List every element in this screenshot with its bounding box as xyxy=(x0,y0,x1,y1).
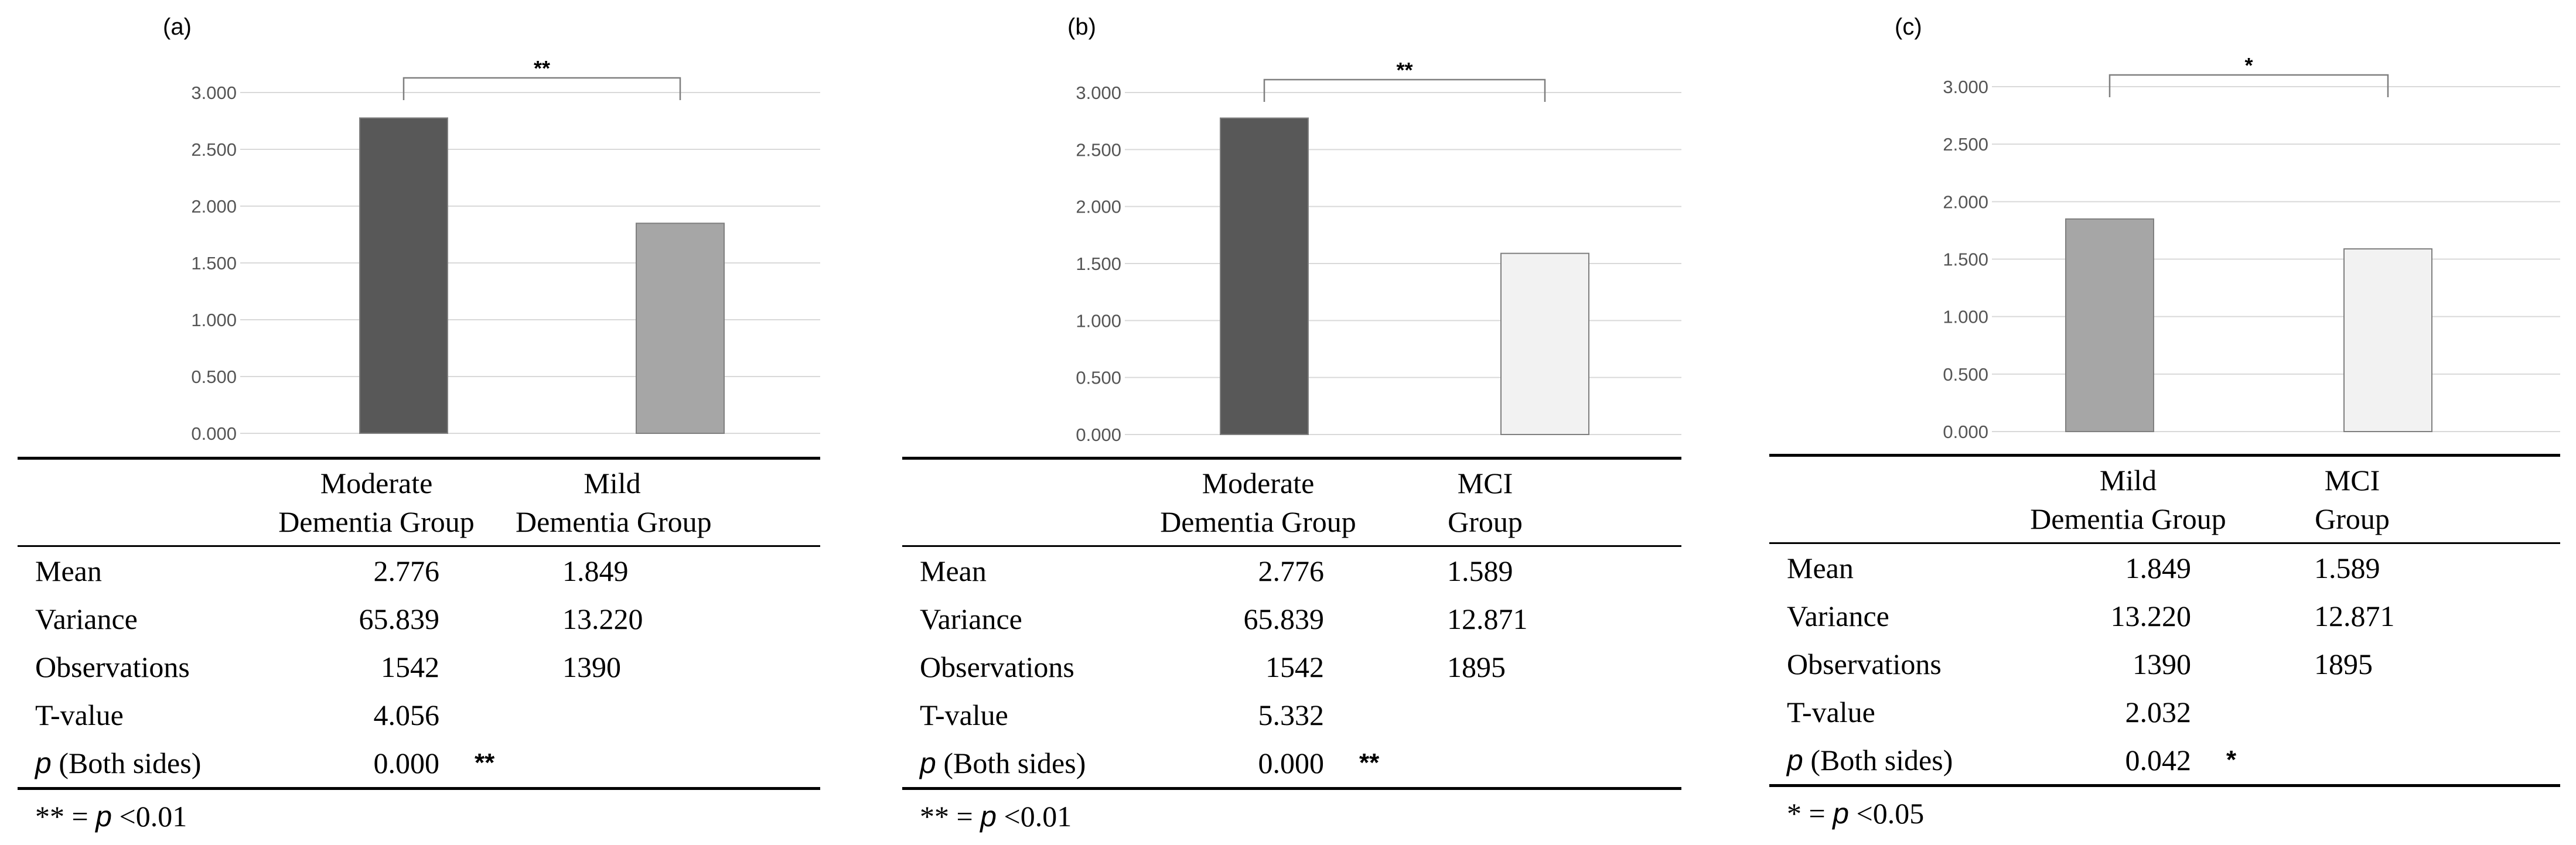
footnote-p: p xyxy=(980,800,997,833)
table-row xyxy=(1769,592,2560,640)
stats-table xyxy=(1769,454,2560,787)
table-row xyxy=(902,691,1681,739)
footnote-threshold: <0.05 xyxy=(1849,797,1925,830)
row-label: Observations xyxy=(35,651,190,683)
row-label: Variance xyxy=(920,603,1022,635)
table-row-p-value xyxy=(1769,736,2560,786)
header-line: Group xyxy=(1448,505,1523,538)
y-tick-label: 3.000 xyxy=(191,83,237,103)
y-tick-label: 2.000 xyxy=(1943,191,1988,213)
value-group-1: 2.776 xyxy=(373,555,439,587)
value-group-2: 1.589 xyxy=(1447,555,1513,587)
footnote-prefix: ** = xyxy=(35,800,96,833)
y-tick-label: 3.000 xyxy=(1076,83,1121,103)
table-row-p-value xyxy=(902,739,1681,789)
table-row xyxy=(18,691,820,739)
value-group-2 xyxy=(1359,691,1681,739)
p-label-rest: (Both sides) xyxy=(51,747,202,779)
table-row xyxy=(18,595,820,643)
header-line: Mild xyxy=(584,467,641,500)
table-header-row xyxy=(902,459,1681,546)
y-tick-label: 2.000 xyxy=(1076,196,1121,217)
value-group-1: 1542 xyxy=(1265,651,1324,683)
value-group-2: 1390 xyxy=(562,651,621,683)
footnote xyxy=(920,799,1072,833)
p-significance-mark: ** xyxy=(475,748,495,777)
table-header-row xyxy=(1769,456,2560,543)
p-symbol: p xyxy=(35,747,52,779)
value-group-2: 13.220 xyxy=(562,603,643,635)
header-blank xyxy=(18,459,278,546)
header-group-2 xyxy=(1359,459,1681,546)
panel-label: (c) xyxy=(1895,14,1922,40)
row-label: Variance xyxy=(1787,600,1889,632)
footnote xyxy=(1787,796,1924,830)
table-row xyxy=(1769,640,2560,688)
y-tick-label: 1.000 xyxy=(1943,306,1988,327)
y-tick-label: 3.000 xyxy=(1943,77,1988,97)
table-row xyxy=(1769,543,2560,593)
y-tick-label: 1.500 xyxy=(1076,254,1121,274)
table-row xyxy=(902,643,1681,691)
value-group-1: 4.056 xyxy=(373,699,439,731)
value-group-1: 65.839 xyxy=(359,603,439,635)
y-tick-label: 0.000 xyxy=(191,423,237,444)
y-tick-label: 2.500 xyxy=(1076,139,1121,160)
value-group-2 xyxy=(475,691,820,739)
y-tick-label: 0.500 xyxy=(1076,367,1121,388)
stats-table xyxy=(902,457,1681,790)
p-value: 0.000 xyxy=(1258,747,1324,779)
table-header-row xyxy=(18,459,820,546)
header-line: Moderate xyxy=(1202,467,1315,500)
table-row xyxy=(1769,688,2560,736)
y-tick-label: 0.500 xyxy=(1943,364,1988,385)
row-label xyxy=(1769,736,2030,786)
bar-group-2 xyxy=(2344,249,2432,432)
bar-group-1 xyxy=(2066,219,2154,432)
p-symbol: p xyxy=(920,747,936,779)
p-significance-mark: * xyxy=(2226,745,2237,774)
header-line: Dementia Group xyxy=(1160,505,1356,538)
value-group-1: 65.839 xyxy=(1243,603,1324,635)
table-row xyxy=(902,595,1681,643)
p-value: 0.042 xyxy=(2125,744,2191,776)
p-label-rest: (Both sides) xyxy=(1803,744,1953,776)
value-group-1: 2.032 xyxy=(2125,696,2191,728)
significance-marker: ** xyxy=(533,56,551,80)
y-tick-label: 1.000 xyxy=(191,310,237,330)
row-label: T-value xyxy=(35,699,124,731)
y-tick-label: 2.500 xyxy=(1943,134,1988,155)
y-tick-label: 1.000 xyxy=(1076,310,1121,331)
value-group-1: 1390 xyxy=(2133,648,2191,680)
header-line: Dementia Group xyxy=(2030,502,2226,535)
y-tick-label: 1.500 xyxy=(1943,249,1988,270)
header-group-1 xyxy=(278,459,475,546)
value-group-2: 1895 xyxy=(2314,648,2373,680)
header-group-2 xyxy=(475,459,820,546)
header-blank xyxy=(1769,456,2030,543)
header-blank xyxy=(902,459,1157,546)
p-value: 0.000 xyxy=(373,747,439,779)
value-group-1: 5.332 xyxy=(1258,699,1324,731)
value-group-2: 12.871 xyxy=(1447,603,1528,635)
header-group-1 xyxy=(2030,456,2226,543)
y-tick-label: 2.000 xyxy=(191,196,237,217)
value-group-2: 1.589 xyxy=(2314,552,2380,584)
header-line: Dementia Group xyxy=(278,505,475,538)
y-tick-label: 0.000 xyxy=(1943,422,1988,442)
p-significance-mark: ** xyxy=(1359,748,1380,777)
value-group-1: 1.849 xyxy=(2125,552,2191,584)
significance-marker: * xyxy=(2244,53,2253,77)
header-line: Moderate xyxy=(320,467,433,500)
row-label: Variance xyxy=(35,603,138,635)
value-group-2: 1895 xyxy=(1447,651,1506,683)
panel-label: (b) xyxy=(1067,14,1096,40)
row-label xyxy=(902,739,1157,789)
header-line: Mild xyxy=(2099,464,2157,497)
footnote-prefix: ** = xyxy=(920,800,981,833)
value-group-1: 1542 xyxy=(381,651,439,683)
table-row xyxy=(18,546,820,596)
row-label: Observations xyxy=(920,651,1074,683)
table-row xyxy=(902,546,1681,596)
footnote-prefix: * = xyxy=(1787,797,1833,830)
row-label xyxy=(18,739,278,789)
value-group-2: 12.871 xyxy=(2314,600,2395,632)
stats-table xyxy=(18,457,820,790)
value-group-2: 1.849 xyxy=(562,555,629,587)
footnote-p: p xyxy=(95,800,112,833)
row-label: T-value xyxy=(1787,696,1875,728)
significance-marker: ** xyxy=(1396,58,1413,82)
footnote xyxy=(35,799,187,833)
header-group-1 xyxy=(1157,459,1359,546)
footnote-threshold: <0.01 xyxy=(997,800,1072,833)
footnote-threshold: <0.01 xyxy=(112,800,187,833)
header-group-2 xyxy=(2226,456,2560,543)
p-label-rest: (Both sides) xyxy=(936,747,1086,779)
header-line: MCI xyxy=(2324,464,2380,497)
row-label: Mean xyxy=(1787,552,1854,584)
row-label: Mean xyxy=(920,555,987,587)
y-tick-label: 1.500 xyxy=(191,253,237,273)
y-tick-label: 0.000 xyxy=(1076,425,1121,445)
table-row xyxy=(18,643,820,691)
header-line: Dementia Group xyxy=(516,505,712,538)
p-symbol: p xyxy=(1787,744,1803,776)
row-label: Mean xyxy=(35,555,102,587)
header-line: Group xyxy=(2315,502,2390,535)
panel-label: (a) xyxy=(163,14,192,40)
value-group-1: 2.776 xyxy=(1258,555,1324,587)
table-row-p-value xyxy=(18,739,820,789)
y-tick-label: 0.500 xyxy=(191,367,237,387)
value-group-1: 13.220 xyxy=(2110,600,2191,632)
y-tick-label: 2.500 xyxy=(191,139,237,160)
row-label: T-value xyxy=(920,699,1008,731)
row-label: Observations xyxy=(1787,648,1942,680)
footnote-p: p xyxy=(1833,797,1850,830)
value-group-2 xyxy=(2226,688,2560,736)
header-line: MCI xyxy=(1457,467,1513,500)
